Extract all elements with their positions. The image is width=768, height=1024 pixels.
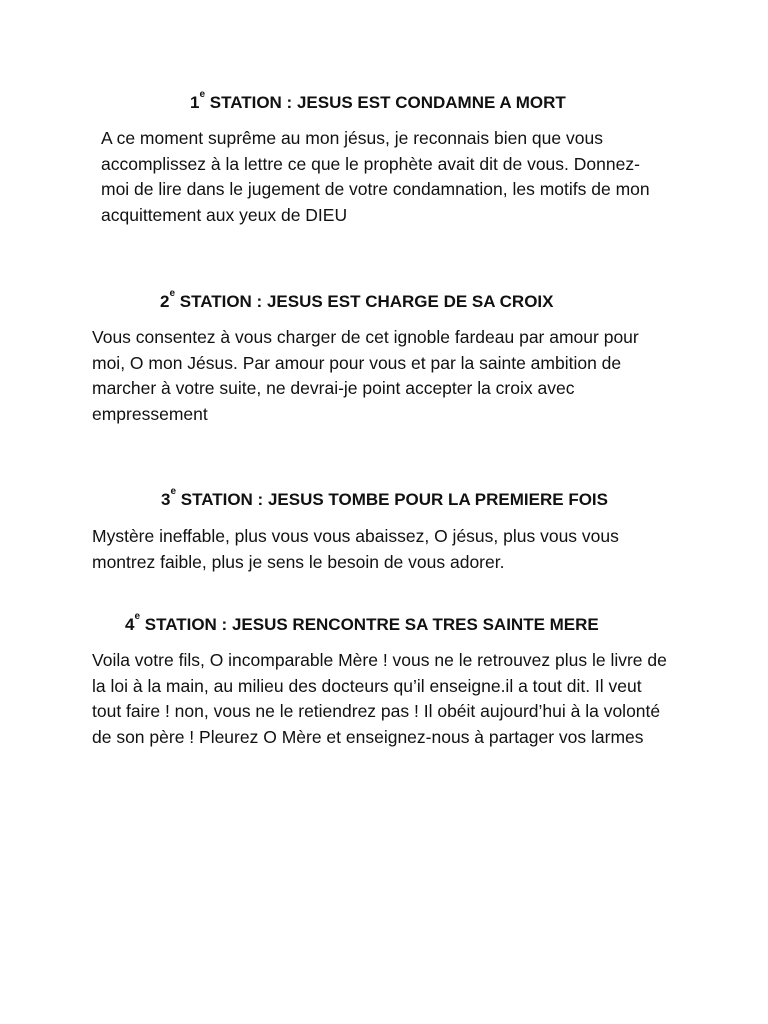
- station-3-text: Mystère ineffable, plus vous vous abaissez, O jésus, plus vous vous montrez faible, plus je sens le besoin de vous adorer.: [92, 526, 619, 572]
- station-3-heading: STATION : JESUS TOMBE POUR LA PREMIERE FOIS: [176, 490, 608, 509]
- station-4-number: 4: [125, 615, 135, 634]
- station-2-title: [160, 288, 554, 313]
- station-4-text: Voila votre fils, O incomparable Mère ! vous ne le retrouvez plus le livre de la loi à la main, au milieu des docteurs qu’il enseigne.il a tout dit. Il veut tout faire ! non, vous ne le retiendrez pas ! Il obéit aujourd’hui à la volonté de son père ! Pleurez O Mère et enseignez-nous à partager vos larmes: [92, 650, 667, 747]
- station-3-superscript: e: [170, 486, 177, 497]
- station-1-superscript: e: [199, 89, 206, 100]
- station-3-number: 3: [161, 490, 171, 509]
- station-1-title: [190, 89, 566, 114]
- station-3-title: [161, 486, 608, 511]
- station-2-heading: STATION : JESUS EST CHARGE DE SA CROIX: [175, 292, 554, 311]
- station-1-number: 1: [190, 93, 200, 112]
- station-1-heading: STATION : JESUS EST CONDAMNE A MORT: [205, 93, 566, 112]
- station-2-superscript: e: [169, 288, 176, 299]
- station-4-title: [125, 611, 599, 636]
- station-2-text: Vous consentez à vous charger de cet ignoble fardeau par amour pour moi, O mon Jésus. Par amour pour vous et par la sainte ambition de marcher à votre suite, ne devrai-je point accepter la croix avec empressement: [92, 327, 639, 424]
- station-1-text: A ce moment suprême au mon jésus, je reconnais bien que vous accomplissez à la lettre ce que le prophète avait dit de vous. Donnez-moi de lire dans le jugement de votre condamnation, les motifs de mon acquittement aux yeux de DIEU: [101, 128, 650, 225]
- station-2-number: 2: [160, 292, 170, 311]
- station-4-superscript: e: [134, 611, 141, 622]
- station-4-heading: STATION : JESUS RENCONTRE SA TRES SAINTE MERE: [140, 615, 599, 634]
